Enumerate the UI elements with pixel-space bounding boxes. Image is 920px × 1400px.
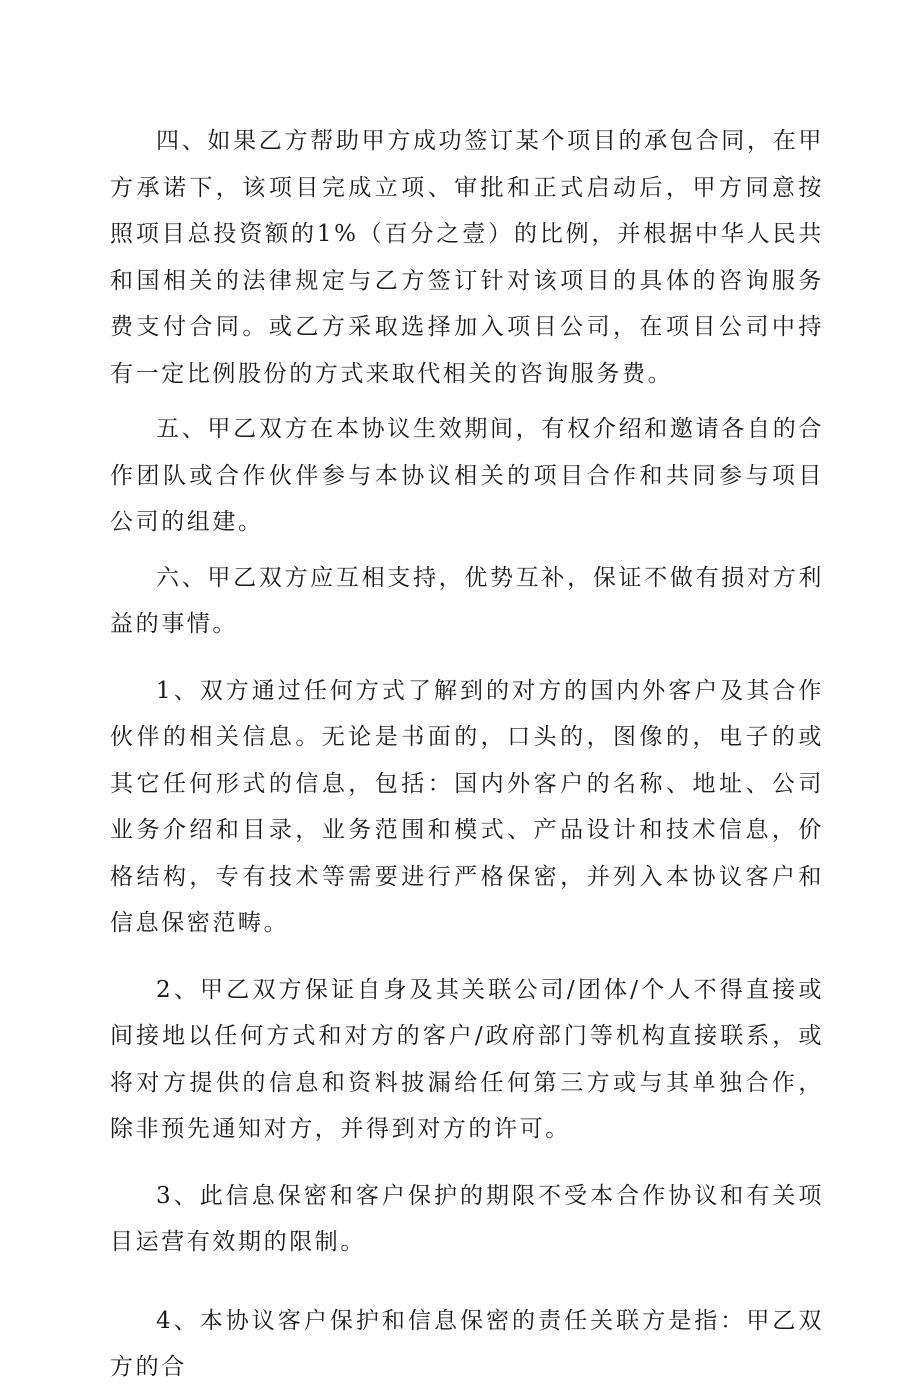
document-body (110, 118, 824, 1400)
paragraph-item-4: 4、本协议客户保护和信息保密的责任关联方是指：甲乙双方的合 (110, 1307, 824, 1380)
paragraph-clause-4: 四、如果乙方帮助甲方成功签订某个项目的承包合同，在甲方承诺下，该项目完成立项、审批和正式启动后，甲方同意按照项目总投资额的1%（百分之壹）的比例，并根据中华人民共和国相关的法律规定与乙方签订针对该项目的具体的咨询服务费支付合同。或乙方采取选择加入项目公司，在项目公司中持有一定比例股份的方式来取代相关的咨询服务费。 (110, 128, 824, 387)
paragraph-item-1: 1、双方通过任何方式了解到的对方的国内外客户及其合作伙伴的相关信息。无论是书面的，口头的，图像的，电子的或其它任何形式的信息，包括：国内外客户的名称、地址、公司业务介绍和目录，业务范围和模式、产品设计和技术信息，价格结构，专有技术等需要进行严格保密，并列入本协议客户和信息保密范畴。 (110, 677, 824, 936)
paragraph-item-3: 3、此信息保密和客户保护的期限不受本合作协议和有关项目运营有效期的限制。 (110, 1182, 824, 1255)
paragraph-clause-5: 五、甲乙双方在本协议生效期间，有权介绍和邀请各自的合作团队或合作伙伴参与本协议相关的项目合作和共同参与项目公司的组建。 (110, 416, 824, 535)
paragraph-clause-6: 六、甲乙双方应互相支持，优势互补，保证不做有损对方利益的事情。 (110, 564, 824, 637)
paragraph-item-2: 2、甲乙双方保证自身及其关联公司/团体/个人不得直接或间接地以任何方式和对方的客户/政府部门等机构直接联系，或将对方提供的信息和资料披漏给任何第三方或与其单独合作，除非预先通知对方，并得到对方的许可。 (110, 976, 824, 1142)
